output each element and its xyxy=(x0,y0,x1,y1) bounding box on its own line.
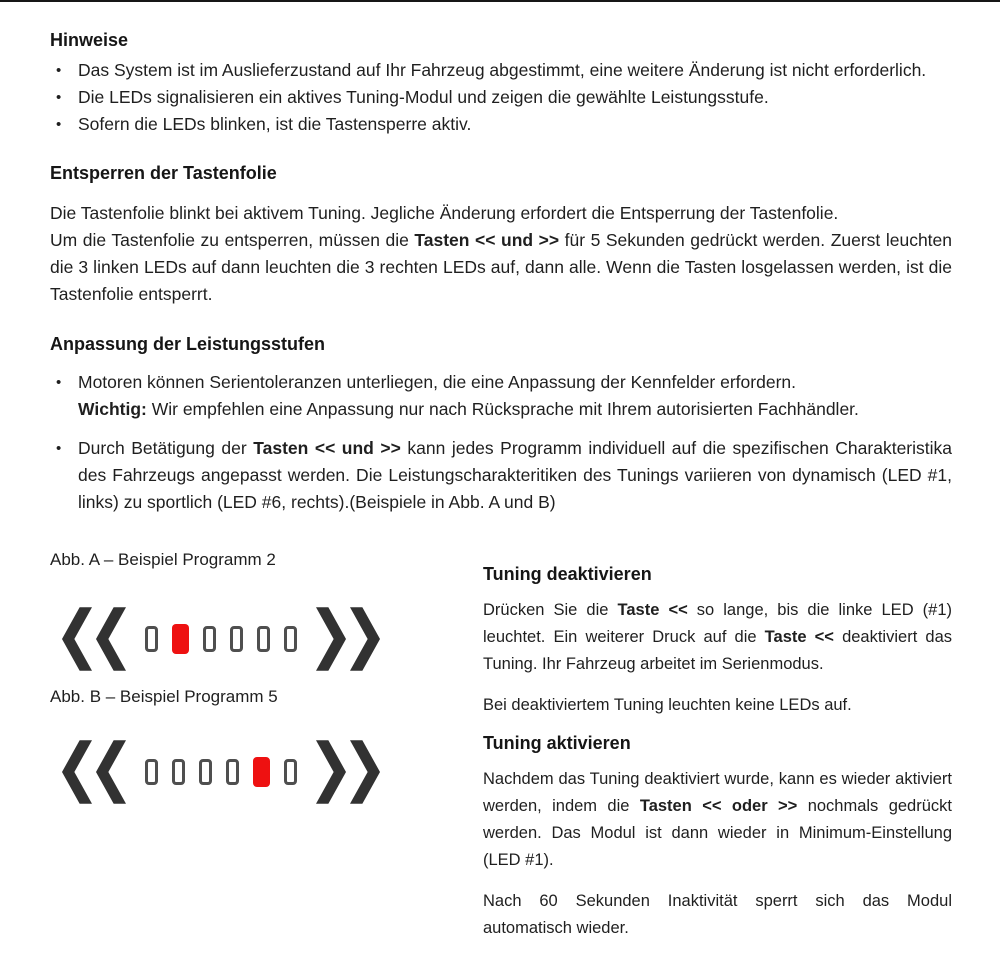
text-run: deaktiviert das Tuning. Ihr Fahrzeug arbeitet im Serienmodus. xyxy=(483,628,952,673)
bullet-text: Das System ist im Auslieferzustand auf Ihr Fahrzeug abgestimmt, eine weitere Änderung ist nicht erforderlich. xyxy=(78,60,927,80)
text-run: Nachdem das Tuning deaktiviert wurde, kann es wieder aktiviert werden, indem die xyxy=(483,770,952,815)
paragraph xyxy=(483,888,952,942)
led-indicator xyxy=(199,759,212,785)
figures-column xyxy=(50,538,483,956)
text-run: Bei deaktiviertem Tuning leuchten keine LEDs auf. xyxy=(483,696,852,714)
led-strip xyxy=(145,624,297,654)
section-title-tuning-aktivieren: Tuning aktivieren xyxy=(483,733,631,753)
double-chevron-right-icon xyxy=(316,604,380,674)
text-run-bold: Taste << xyxy=(764,628,834,646)
figure-b-keypad xyxy=(50,736,483,808)
manual-page xyxy=(0,2,1000,956)
list-item xyxy=(50,435,952,516)
led-indicator-active xyxy=(253,757,270,787)
led-indicator xyxy=(284,759,297,785)
paragraph xyxy=(483,692,952,719)
text-run: so lange, bis die linke LED (#1) leuchtet. Ein weiterer Druck auf die xyxy=(483,601,953,646)
anpassung-bullet-list xyxy=(50,369,952,516)
text-run: Nach 60 Sekunden Inaktivität sperrt sich das Modul automatisch wieder. xyxy=(483,892,952,937)
hinweise-bullet-list xyxy=(50,57,952,138)
section-title-hinweise: Hinweise xyxy=(50,30,129,50)
paragraph xyxy=(483,597,952,678)
list-item xyxy=(50,57,952,84)
text-run: Durch Betätigung der xyxy=(78,438,254,458)
bullet-text: Die LEDs signalisieren ein aktives Tuning-Modul und zeigen die gewählte Leistungsstufe. xyxy=(78,87,769,107)
text-run: Drücken Sie die xyxy=(483,601,618,619)
led-indicator xyxy=(284,626,297,652)
instructions-column xyxy=(483,538,952,956)
figure-a-caption: Abb. A – Beispiel Programm 2 xyxy=(50,550,276,569)
paragraph xyxy=(483,766,952,874)
led-indicator xyxy=(257,626,270,652)
text-run: Wir empfehlen eine Anpassung nur nach Rücksprache mit Ihrem autorisierten Fachhändler. xyxy=(146,399,859,419)
section-title-entsperren: Entsperren der Tastenfolie xyxy=(50,163,277,183)
text-run: nochmals gedrückt werden. Das Modul ist dann wieder in Minimum-Einstellung (LED #1). xyxy=(483,797,952,869)
section-title-tuning-deaktivieren: Tuning deaktivieren xyxy=(483,564,652,584)
led-strip xyxy=(145,757,297,787)
led-indicator xyxy=(145,626,158,652)
text-run-bold: Tasten << und >> xyxy=(414,230,560,250)
led-indicator xyxy=(226,759,239,785)
double-chevron-right-icon xyxy=(316,737,380,807)
double-chevron-left-icon xyxy=(62,604,126,674)
paragraph xyxy=(50,227,952,308)
led-indicator xyxy=(203,626,216,652)
list-item xyxy=(50,84,952,111)
led-indicator xyxy=(172,759,185,785)
text-run-bold: Tasten << oder >> xyxy=(639,797,798,815)
figure-b-caption: Abb. B – Beispiel Programm 5 xyxy=(50,687,278,706)
two-column-area xyxy=(50,538,952,956)
figure-a-keypad xyxy=(50,603,483,675)
bullet-text: Motoren können Serientoleranzen unterliegen, die eine Anpassung der Kennfelder erfordern. xyxy=(78,372,796,392)
text-run: Die Tastenfolie blinkt bei aktivem Tuning. Jegliche Änderung erfordert die Entsperrung der Tastenfolie. xyxy=(50,203,839,223)
bullet-text: Sofern die LEDs blinken, ist die Tastensperre aktiv. xyxy=(78,114,472,134)
paragraph xyxy=(50,200,952,227)
led-indicator-active xyxy=(172,624,189,654)
text-run: kann jedes Programm individuell auf die spezifischen Charakteristika des Fahrzeugs angepasst werden. Die Leistungscharakteritiken des Tunings variieren von dynamisch (LED #1, links) zu sportlich (LED #6, rechts).(Beispiele in Abb. A und B) xyxy=(78,438,953,512)
double-chevron-left-icon xyxy=(62,737,126,807)
text-run-bold: Wichtig: xyxy=(78,399,147,419)
list-item xyxy=(50,111,952,138)
led-indicator xyxy=(230,626,243,652)
text-run-bold: Taste << xyxy=(617,601,688,619)
text-run: für 5 Sekunden gedrückt werden. Zuerst leuchten die 3 linken LEDs auf dann leuchten die 3 rechten LEDs auf, dann alle. Wenn die Tasten losgelassen werden, ist die Tastenfolie entsperrt. xyxy=(50,230,953,304)
list-item xyxy=(50,369,952,423)
section-title-anpassung: Anpassung der Leistungsstufen xyxy=(50,334,326,354)
led-indicator xyxy=(145,759,158,785)
text-run: Um die Tastenfolie zu entsperren, müssen die xyxy=(50,230,415,250)
text-run-bold: Tasten << und >> xyxy=(253,438,401,458)
